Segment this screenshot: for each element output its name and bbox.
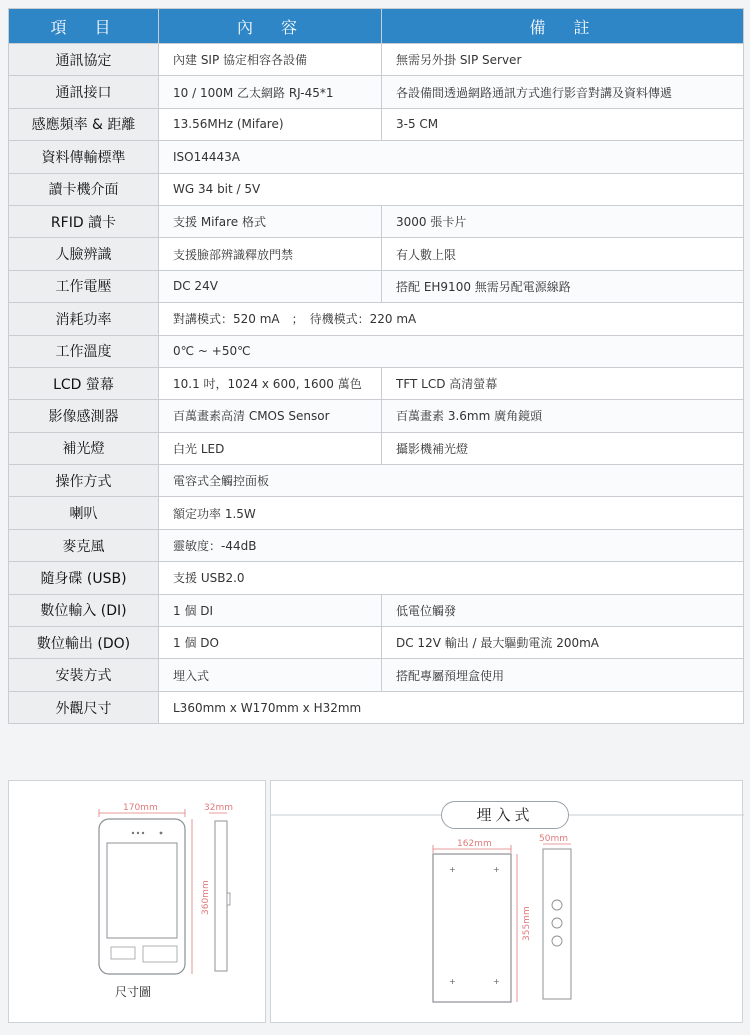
device-side-outline — [215, 821, 227, 971]
spec-content: L360mm x W170mm x H32mm — [159, 691, 744, 723]
spec-item-label: 外觀尺寸 — [9, 691, 159, 723]
dim-depth-label: 32mm — [204, 803, 233, 813]
spec-item-label: 資料傳輸標準 — [9, 141, 159, 173]
dim-width-label: 170mm — [123, 803, 158, 813]
spec-content: 支援臉部辨識釋放門禁 — [159, 238, 382, 270]
spec-content: 百萬畫素高清 CMOS Sensor — [159, 400, 382, 432]
table-row — [9, 594, 744, 626]
table-row — [9, 367, 744, 399]
spec-item-label: 消耗功率 — [9, 303, 159, 335]
spec-item-label: 通訊協定 — [9, 44, 159, 76]
spec-note: 搭配專屬預埋盒使用 — [382, 659, 744, 691]
spec-note: 有人數上限 — [382, 238, 744, 270]
spec-content: ISO14443A — [159, 141, 744, 173]
table-row — [9, 108, 744, 140]
svg-text:+: + — [493, 865, 500, 874]
flush-mount-title: 埋入式 — [441, 801, 569, 829]
spec-note: DC 12V 輸出 / 最大驅動電流 200mA — [382, 627, 744, 659]
spec-note: 百萬畫素 3.6mm 廣角鏡頭 — [382, 400, 744, 432]
table-row — [9, 529, 744, 561]
spec-content: 10 / 100M 乙太網路 RJ-45*1 — [159, 76, 382, 108]
table-row — [9, 238, 744, 270]
spec-content: 靈敏度：-44dB — [159, 529, 744, 561]
table-row — [9, 270, 744, 302]
spec-item-label: 數位輸出 (DO) — [9, 627, 159, 659]
table-row — [9, 432, 744, 464]
spec-item-label: 隨身碟 (USB) — [9, 562, 159, 594]
spec-item-label: 通訊接口 — [9, 76, 159, 108]
spec-item-label: 喇叭 — [9, 497, 159, 529]
spec-content: WG 34 bit / 5V — [159, 173, 744, 205]
spec-item-label: 麥克風 — [9, 529, 159, 561]
table-row — [9, 627, 744, 659]
spec-note: 無需另外掛 SIP Server — [382, 44, 744, 76]
spec-item-label: 影像感測器 — [9, 400, 159, 432]
svg-text:+: + — [449, 977, 456, 986]
table-row — [9, 173, 744, 205]
table-row — [9, 465, 744, 497]
svg-text:+: + — [449, 865, 456, 874]
device-screen — [107, 843, 177, 938]
spec-item-label: 補光燈 — [9, 432, 159, 464]
flush-mount-panel — [270, 780, 743, 1023]
spec-note: 搭配 EH9100 無需另配電源線路 — [382, 270, 744, 302]
header-content: 內 容 — [159, 9, 382, 44]
spec-content: 1 個 DO — [159, 627, 382, 659]
spec-content: 額定功率 1.5W — [159, 497, 744, 529]
box-dim-width-label: 162mm — [457, 839, 492, 849]
spec-content: DC 24V — [159, 270, 382, 302]
box-dim-height-label: 355mm — [522, 906, 532, 941]
table-row — [9, 303, 744, 335]
spec-item-label: 人臉辨識 — [9, 238, 159, 270]
spec-table — [8, 8, 744, 724]
spec-item-label: 讀卡機介面 — [9, 173, 159, 205]
spec-item-label: 操作方式 — [9, 465, 159, 497]
spec-content: 1 個 DI — [159, 594, 382, 626]
dimension-drawing-panel — [8, 780, 266, 1023]
spec-note: 各設備間透過網路通訊方式進行影音對講及資料傳遞 — [382, 76, 744, 108]
spec-content: 10.1 吋，1024 x 600, 1600 萬色 — [159, 367, 382, 399]
spec-item-label: LCD 螢幕 — [9, 367, 159, 399]
table-row — [9, 141, 744, 173]
spec-note: TFT LCD 高清螢幕 — [382, 367, 744, 399]
spec-content: 埋入式 — [159, 659, 382, 691]
spec-content: 白光 LED — [159, 432, 382, 464]
spec-item-label: 感應頻率 & 距離 — [9, 108, 159, 140]
table-row — [9, 691, 744, 723]
spec-content: 對講模式：520 mA ； 待機模式：220 mA — [159, 303, 744, 335]
spec-item-label: 工作溫度 — [9, 335, 159, 367]
dimension-caption: 尺寸圖 — [115, 985, 152, 999]
table-row — [9, 497, 744, 529]
spec-content: 0℃ ~ +50℃ — [159, 335, 744, 367]
spec-note: 3-5 CM — [382, 108, 744, 140]
spec-content: 13.56MHz (Mifare) — [159, 108, 382, 140]
table-row — [9, 76, 744, 108]
box-dim-depth-label: 50mm — [539, 834, 568, 844]
spec-content: 支援 Mifare 格式 — [159, 205, 382, 237]
table-row — [9, 205, 744, 237]
spec-item-label: 工作電壓 — [9, 270, 159, 302]
spec-content: 電容式全觸控面板 — [159, 465, 744, 497]
spec-item-label: 安裝方式 — [9, 659, 159, 691]
table-row — [9, 44, 744, 76]
table-row — [9, 400, 744, 432]
spec-item-label: 數位輸入 (DI) — [9, 594, 159, 626]
spec-note: 3000 張卡片 — [382, 205, 744, 237]
dim-height-label: 360mm — [201, 880, 211, 915]
header-note: 備 註 — [382, 9, 744, 44]
table-row — [9, 562, 744, 594]
spec-content: 內建 SIP 協定相容各設備 — [159, 44, 382, 76]
spec-content: 支援 USB2.0 — [159, 562, 744, 594]
spec-note: 低電位觸發 — [382, 594, 744, 626]
spec-note: 攝影機補光燈 — [382, 432, 744, 464]
header-item: 項 目 — [9, 9, 159, 44]
spec-item-label: RFID 讀卡 — [9, 205, 159, 237]
spec-table-header — [9, 9, 744, 44]
table-row — [9, 335, 744, 367]
svg-text:+: + — [493, 977, 500, 986]
table-row — [9, 659, 744, 691]
